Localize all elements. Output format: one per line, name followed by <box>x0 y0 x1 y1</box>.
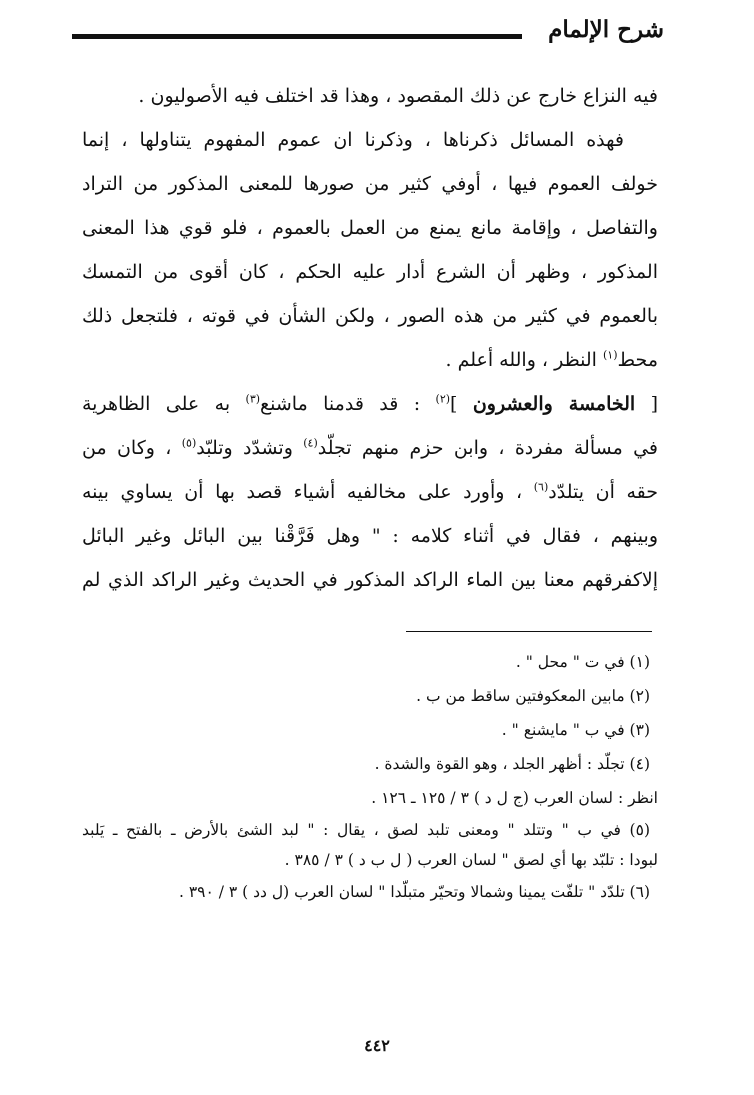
running-title: شرح الإلمام <box>548 16 664 43</box>
footnotes <box>82 645 658 909</box>
bracket: ] <box>450 393 473 415</box>
section-heading: الخامسة والعشرون <box>472 393 636 415</box>
text-segment: في مسألة مفردة ، وابن حزم منهم تجلّد <box>317 437 658 459</box>
text-segment: ، وكان من <box>82 437 182 459</box>
footnote: (٦) تلدّد " تلفّت يمينا وشمالا وتحيّر متبلّدا " لسان العرب (ل دد ) ٣ / ٣٩٠ . <box>179 883 650 901</box>
text-line: خولف العموم فيها ، أوفي كثير من صورها للمعنى المذكور من التراد <box>82 173 658 195</box>
text-segment: محط <box>617 349 658 371</box>
text-segment: به على الظاهرية <box>82 393 246 415</box>
text-line <box>82 426 658 470</box>
footnote: انظر : لسان العرب (ج ل د ) ٣ / ١٢٥ ـ ١٢٦ . <box>371 789 658 807</box>
text-line <box>82 470 658 514</box>
footnote-mark: (٢) <box>435 392 451 406</box>
main-text <box>82 74 658 602</box>
text-line: المذكور ، وظهر أن الشرع أدار عليه الحكم ، كان أقوى من التمسك <box>82 261 658 283</box>
text-segment: ، وأورد على مخالفيه أشياء قصد بها أن يساوي بينه <box>82 481 534 503</box>
text-line: وبينهم ، فقال في أثناء كلامه : " وهل فَرَّقْنا بين البائل وغير البائل <box>82 525 658 547</box>
footnote: (٥) في ب " وتتلد " ومعنى تلبد لصق ، يقال : " لبد الشئ بالأرض ـ بالفتح ـ يَلبد <box>82 821 650 839</box>
footnote: (٤) تجلّد : أظهر الجلد ، وهو القوة والشدة . <box>374 755 650 773</box>
section-heading-line <box>82 382 658 426</box>
header-rule <box>72 34 522 39</box>
footnote-mark: (٣) <box>245 392 261 406</box>
page-header <box>72 14 664 54</box>
text-line: بالعموم في كثير من هذه الصور ، ولكن الشأن في قوته ، فلتجعل ذلك <box>82 305 658 327</box>
footnote-mark: (١) <box>603 348 618 362</box>
footnote-mark: (٦) <box>533 480 549 494</box>
text-line: والتفاصل ، وإقامة مانع يمنع من العمل بالعموم ، فلو قوي هذا المعنى <box>82 217 658 239</box>
text-line: فهذه المسائل ذكرناها ، وذكرنا ان عموم المفهوم يتناولها ، إنما <box>82 129 624 151</box>
footnote: (٣) في ب " مايشنع " . <box>501 721 650 739</box>
page-number: ٤٤٢ <box>364 1036 390 1055</box>
footnote-separator <box>406 631 652 632</box>
text-segment: حقه أن يتلدّد <box>548 481 658 503</box>
footnote: (٢) مابين المعكوفتين ساقط من ب . <box>416 687 650 705</box>
text-segment: وتشدّد وتلبّد <box>196 437 304 459</box>
footnote: (١) في ت " محل " . <box>515 653 650 671</box>
text-line: إلاكفرقهم معنا بين الماء الراكد المذكور في الحديث وغير الراكد الذي لم <box>82 569 658 591</box>
footnote-mark: (٤) <box>303 436 318 450</box>
footnote-mark: (٥) <box>181 436 197 450</box>
text-segment: النظر ، والله أعلم . <box>445 349 603 371</box>
text-line <box>82 338 658 382</box>
footnote: لبودا : تلبّد بها أي لصق " لسان العرب ( ل ب د ) ٣ / ٣٨٥ . <box>284 851 658 869</box>
text-segment: : قد قدمنا ماشنع <box>260 393 436 415</box>
text-line: فيه النزاع خارج عن ذلك المقصود ، وهذا قد اختلف فيه الأصوليون . <box>138 85 658 107</box>
bracket: [ <box>635 393 658 415</box>
